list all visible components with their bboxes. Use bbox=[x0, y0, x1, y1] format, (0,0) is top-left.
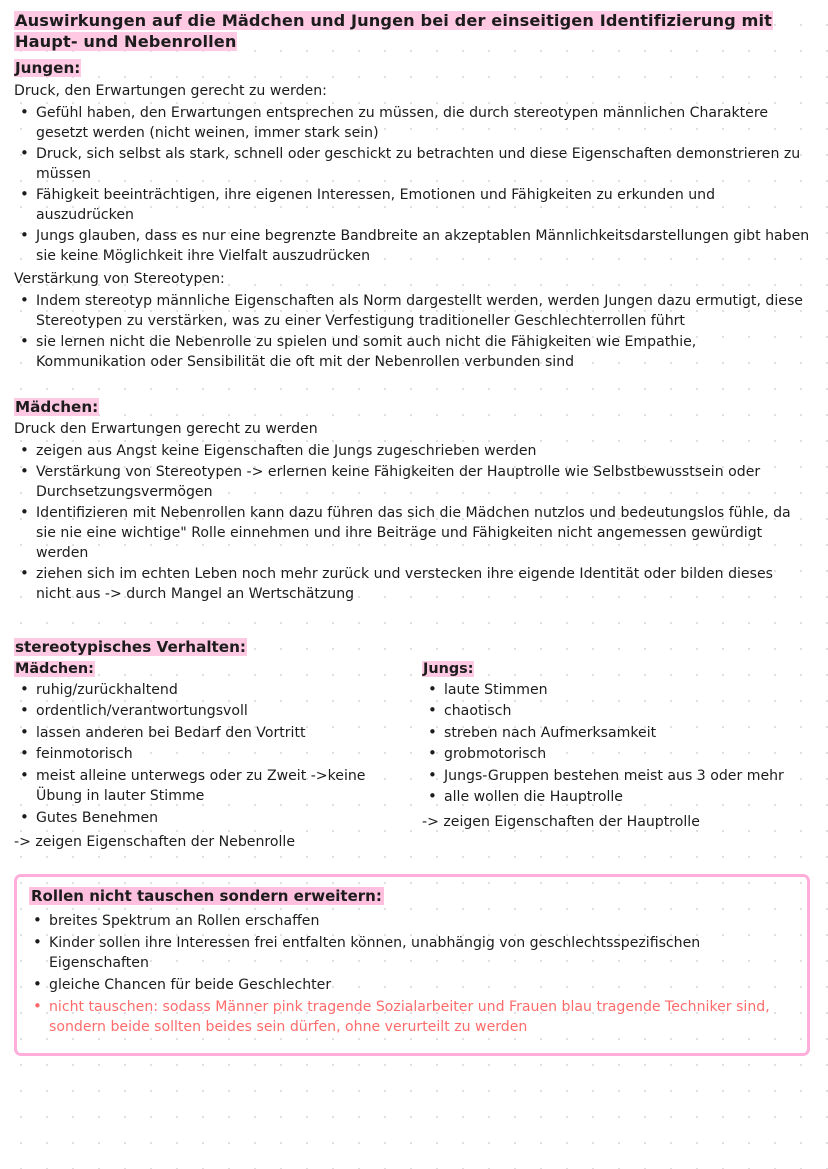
section-heading-verhalten bbox=[14, 638, 810, 658]
section-heading-verhalten-text: stereotypisches Verhalten: bbox=[15, 638, 246, 657]
jungen-list-2 bbox=[14, 291, 810, 372]
section-heading-maedchen bbox=[14, 398, 810, 418]
list-item: • Kinder sollen ihre Interessen frei entfalten können, unabhängig von geschlechtsspezifischen Eigenschaften bbox=[27, 933, 795, 973]
behaviour-maedchen-conclusion: -> zeigen Eigenschaften der Nebenrolle bbox=[14, 834, 296, 850]
section-heading-jungen bbox=[14, 59, 810, 79]
box-heading-text: Rollen nicht tauschen sondern erweitern: bbox=[31, 887, 382, 905]
list-item: • meist alleine unterwegs oder zu Zweit ->keine Übung in lauter Stimme bbox=[14, 766, 412, 807]
list-item: • laute Stimmen bbox=[422, 680, 810, 700]
jungen-list-1 bbox=[14, 103, 810, 266]
list-item: • chaotisch bbox=[422, 701, 810, 721]
maedchen-lead-1: Druck den Erwartungen gerecht zu werden bbox=[14, 421, 318, 438]
maedchen-list-1 bbox=[14, 441, 810, 604]
behaviour-jungs-list bbox=[422, 680, 810, 808]
section-heading-jungen-text: Jungen: bbox=[15, 58, 81, 77]
page-title bbox=[14, 10, 810, 53]
behaviour-column-jungs bbox=[412, 661, 810, 852]
jungen-lead-1: Druck, den Erwartungen gerecht zu werden: bbox=[14, 82, 327, 99]
list-item: • streben nach Aufmerksamkeit bbox=[422, 723, 810, 743]
list-item: • grobmotorisch bbox=[422, 744, 810, 764]
list-item: • Jungs-Gruppen bestehen meist aus 3 oder mehr bbox=[422, 766, 810, 786]
list-item: • feinmotorisch bbox=[14, 744, 412, 764]
list-item: • sie lernen nicht die Nebenrolle zu spielen und somit auch nicht die Fähigkeiten wie Empathie, Kommunikation oder Sensibilität die oft mit der Nebenrollen verbunden sind bbox=[14, 332, 810, 372]
list-item: • Gutes Benehmen bbox=[14, 808, 412, 828]
list-item: • lassen anderen bei Bedarf den Vortritt bbox=[14, 723, 412, 743]
spacer bbox=[14, 376, 810, 392]
behaviour-jungs-conclusion: -> zeigen Eigenschaften der Hauptrolle bbox=[422, 813, 700, 830]
behaviour-columns bbox=[14, 661, 810, 852]
list-item: • ordentlich/verantwortungsvoll bbox=[14, 701, 412, 721]
page-title-text: Auswirkungen auf die Mädchen und Jungen bei der einseitigen Identifizierung mit Haupt- und Nebenrollen bbox=[15, 11, 772, 52]
behaviour-maedchen-label-wrap bbox=[14, 661, 412, 677]
behaviour-maedchen-label: Mädchen: bbox=[15, 661, 94, 678]
highlight-box bbox=[14, 874, 810, 1056]
list-item: • ziehen sich im echten Leben noch mehr zurück und verstecken ihre eigende Identität oder bilden dieses nicht aus -> durch Mangel an Wertschätzung bbox=[14, 564, 810, 604]
behaviour-jungs-label: Jungs: bbox=[423, 661, 474, 678]
list-item: • Identifizieren mit Nebenrollen kann dazu führen das sich die Mädchen nutzlos und bedeutungslos fühle, da sie nie eine wichtige" Rolle einnehmen und ihre Beiträge und Fähigkeiten nicht angemessen gewürdigt werden bbox=[14, 503, 810, 563]
list-item: • Gefühl haben, den Erwartungen entsprechen zu müssen, die durch stereotypen männlichen Charaktere gesetzt werden (nicht weinen, immer stark sein) bbox=[14, 103, 810, 143]
box-list bbox=[27, 911, 795, 1037]
jungen-lead-2: Verstärkung von Stereotypen: bbox=[14, 270, 225, 287]
list-item: • ruhig/zurückhaltend bbox=[14, 680, 412, 700]
list-item: • Verstärkung von Stereotypen -> erlernen keine Fähigkeiten der Hauptrolle wie Selbstbewusstsein oder Durchsetzungsvermögen bbox=[14, 462, 810, 502]
list-item: • Druck, sich selbst als stark, schnell oder geschickt zu betrachten und diese Eigenschaften demonstrieren zu müssen bbox=[14, 144, 810, 184]
behaviour-column-maedchen bbox=[14, 661, 412, 852]
list-item: • breites Spektrum an Rollen erschaffen bbox=[27, 911, 795, 931]
list-item: • Indem stereotyp männliche Eigenschaften als Norm dargestellt werden, werden Jungen dazu ermutigt, diese Stereotypen zu verstärken, was zu einer Verfestigung traditioneller Geschlechterrollen führt bbox=[14, 291, 810, 331]
list-item: • Jungs glauben, dass es nur eine begrenzte Bandbreite an akzeptablen Männlichkeitsdarstellungen gibt haben sie keine Möglichkeit ihre Vielfalt auszudrücken bbox=[14, 226, 810, 266]
section-heading-maedchen-text: Mädchen: bbox=[15, 397, 99, 416]
list-item: • alle wollen die Hauptrolle bbox=[422, 787, 810, 807]
list-item: • Fähigkeit beeinträchtigen, ihre eigenen Interessen, Emotionen und Fähigkeiten zu erkunden und auszudrücken bbox=[14, 185, 810, 225]
list-item: • zeigen aus Angst keine Eigenschaften die Jungs zugeschrieben werden bbox=[14, 441, 810, 461]
box-heading bbox=[29, 887, 795, 907]
spacer bbox=[14, 608, 810, 632]
behaviour-jungs-label-wrap bbox=[422, 661, 810, 677]
list-item: • gleiche Chancen für beide Geschlechter bbox=[27, 975, 795, 995]
list-item-accent: • nicht tauschen: sodass Männer pink tragende Sozialarbeiter und Frauen blau tragende Techniker sind, sondern beide sollten beides sein dürfen, ohne verurteilt zu werden bbox=[27, 997, 795, 1037]
behaviour-maedchen-list bbox=[14, 680, 412, 828]
